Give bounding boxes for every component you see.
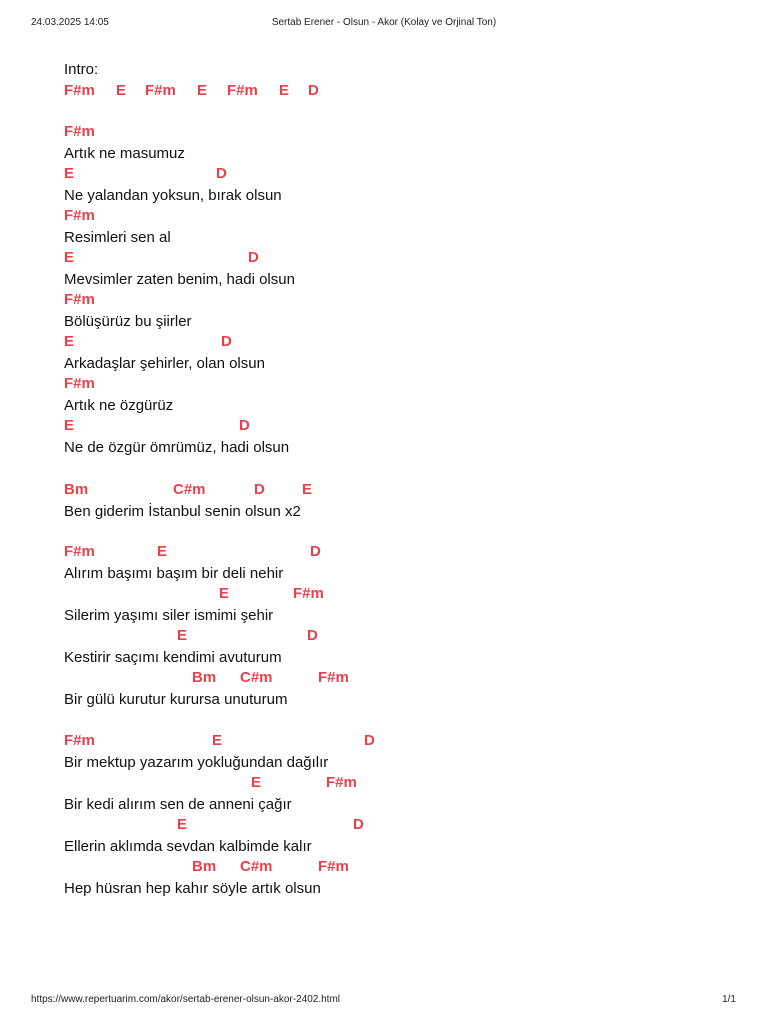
chord: F#m [64,291,95,308]
print-url: https://www.repertuarim.com/akor/sertab-erener-olsun-akor-2402.html [31,994,341,1005]
chord: E [197,82,208,99]
chord: F#m [64,82,95,99]
chord: E [212,732,223,749]
lyric-line: Bir kedi alırım sen de anneni çağır [64,796,292,813]
chord-line [64,416,768,436]
intro-label: Intro: [64,61,99,78]
chord-line [64,374,768,394]
chord: F#m [318,858,349,875]
chord: E [64,333,75,350]
chord-line [64,290,768,310]
chord-line [64,584,768,604]
lyric-line: Kestirir saçımı kendimi avuturum [64,649,282,666]
lyric-line: Alırım başımı başım bir deli nehir [64,565,284,582]
chord: F#m [64,732,95,749]
chord: C#m [173,481,206,498]
lyric-line: Resimleri sen al [64,229,171,246]
chord: C#m [240,669,273,686]
chord-line [64,480,768,500]
chord: F#m [64,207,95,224]
chord-line [64,164,768,184]
lyric-line: Hep hüsran hep kahır söyle artık olsun [64,880,321,897]
lyric-line: Bir mektup yazarım yokluğundan dağılır [64,754,329,771]
chord-line [64,332,768,352]
chord: F#m [64,375,95,392]
chord: F#m [64,123,95,140]
lyric-line: Ne yalandan yoksun, bırak olsun [64,187,282,204]
lyric-line: Artık ne özgürüz [64,397,174,414]
chord: F#m [227,82,258,99]
chord: D [364,732,375,749]
chord: D [254,481,265,498]
lyric-line: Bölüşürüz bu şiirler [64,313,192,330]
chord: E [251,774,262,791]
chord: E [302,481,313,498]
lyric-line: Artık ne masumuz [64,145,185,162]
chord-line [64,731,768,751]
chord: Bm [64,481,89,498]
chord: F#m [318,669,349,686]
chord: E [219,585,230,602]
lyric-line: Mevsimler zaten benim, hadi olsun [64,271,295,288]
chord: C#m [240,858,273,875]
chord: D [221,333,232,350]
chord-line [64,248,768,268]
chord-line [64,668,768,688]
chord-line [64,81,768,101]
chord-line [64,542,768,562]
chord-line [64,626,768,646]
chord: Bm [192,669,217,686]
chord-line [64,122,768,142]
lyric-line: Ben giderim İstanbul senin olsun x2 [64,503,301,520]
chord-line [64,857,768,877]
chord: D [307,627,318,644]
chord: E [64,417,75,434]
lyric-line: Ne de özgür ömrümüz, hadi olsun [64,439,290,456]
print-datetime: 24.03.2025 14:05 [31,17,109,28]
chord: E [279,82,290,99]
chord: D [216,165,227,182]
chord: D [308,82,319,99]
chord: E [177,816,188,833]
chord: E [64,165,75,182]
lyric-line: Bir gülü kurutur kurursa unuturum [64,691,288,708]
page-number: 1/1 [722,994,736,1005]
chord: D [353,816,364,833]
chord: F#m [326,774,357,791]
chord: E [64,249,75,266]
chord: D [310,543,321,560]
chord-line [64,206,768,226]
lyric-line: Silerim yaşımı siler ismimi şehir [64,607,274,624]
chord: D [248,249,259,266]
print-title: Sertab Erener - Olsun - Akor (Kolay ve Orjinal Ton) [271,17,497,28]
lyric-line: Ellerin aklımda sevdan kalbimde kalır [64,838,312,855]
chord-line [64,815,768,835]
chord: F#m [64,543,95,560]
chord: F#m [293,585,324,602]
chord: E [157,543,168,560]
chord-line [64,773,768,793]
chord: Bm [192,858,217,875]
chord: D [239,417,250,434]
lyric-line: Arkadaşlar şehirler, olan olsun [64,355,265,372]
chord: E [177,627,188,644]
chord: E [116,82,127,99]
chord: F#m [145,82,176,99]
